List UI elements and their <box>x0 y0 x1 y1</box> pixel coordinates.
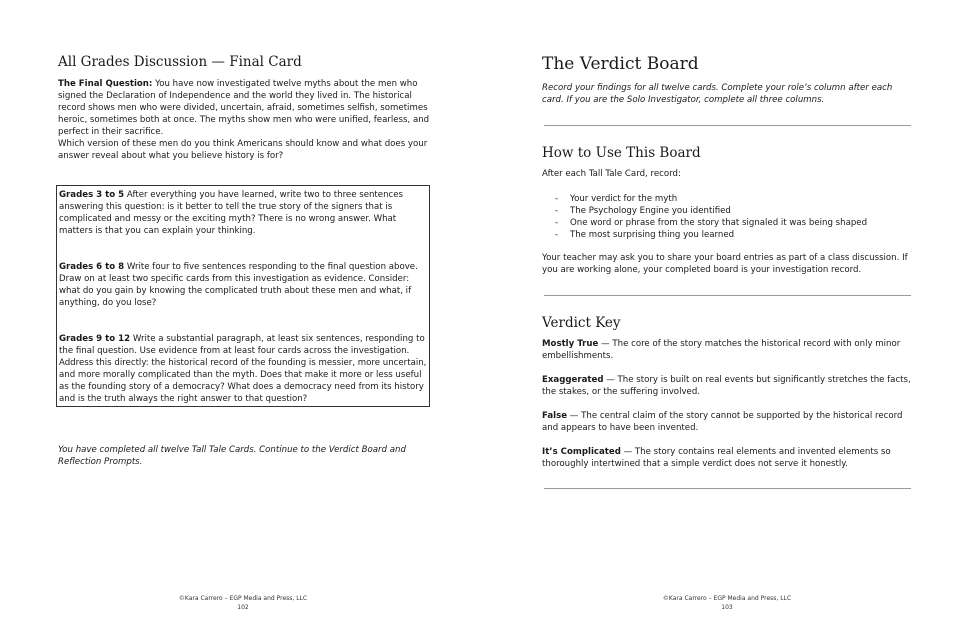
list-item: - One word or phrase from the story that signaled it was being shaped <box>555 217 867 229</box>
right-page <box>481 0 963 621</box>
verdict-entry-complicated <box>542 446 914 470</box>
verdict-term: Mostly True <box>542 339 599 349</box>
grades-box <box>56 185 430 407</box>
closing-note: You have completed all twelve Tall Tale Cards. Continue to the Verdict Board and Reflection Prompts. <box>58 445 406 467</box>
verdict-term: It’s Complicated <box>542 447 621 457</box>
final-question-text: You have now investigated twelve myths about the men who signed the Declaration of Independence and the world they lived in. The historical record shows men who were divided, uncertain, afraid, sometimes selfish, sometimes heroic, sometimes both at once. The myths show men who were unified, fearless, and perfect in their sacrifice. <box>58 79 430 137</box>
final-question-label: The Final Question: <box>58 79 153 89</box>
how-to-lead: After each Tall Tale Card, record: <box>542 169 681 179</box>
verdict-entry-mostly-true <box>542 338 914 362</box>
grade-text: Write four to five sentences responding to the final question above. Draw on at least two specific cards from this investigation as evidence. Consider: what do you gain by knowing the complicated truth about these men and what, if anything, do you lose? <box>59 262 418 308</box>
page-title: All Grades Discussion — Final Card <box>58 54 302 70</box>
record-list <box>555 193 867 241</box>
verdict-definition: — The core of the story matches the historical record with only minor embellishments. <box>542 339 901 361</box>
footer <box>143 594 343 612</box>
verdict-definition: — The central claim of the story cannot be supported by the historical record and appears to have been invented. <box>542 411 903 433</box>
grade-label: Grades 9 to 12 <box>59 334 131 344</box>
verdict-definition: — The story is built on real events but significantly stretches the facts, the stakes, or the suffering involved. <box>542 375 911 397</box>
verdict-board-intro: Record your findings for all twelve cards. Complete your role’s column after each card. If you are the Solo Investigator, complete all three columns. <box>542 83 893 105</box>
final-question-paragraph <box>58 78 430 138</box>
divider <box>544 295 911 296</box>
grade-block-3-5 <box>59 189 427 237</box>
footer-copyright: ©Kara Carrero – EGP Media and Press, LLC <box>662 595 792 602</box>
question-paragraph: Which version of these men do you think Americans should know and what does your answer reveal about what you believe history is for? <box>58 139 428 161</box>
list-item: - The most surprising thing you learned <box>555 229 867 241</box>
how-to-heading: How to Use This Board <box>542 145 701 161</box>
grade-text: After everything you have learned, write two to three sentences answering this question: is it better to tell the true story of the signers that is complicated and messy or the exciting myth? There is no wrong answer. What matters is that you can explain your thinking. <box>59 190 404 236</box>
divider <box>544 125 911 126</box>
page-number: 103 <box>721 604 733 611</box>
grade-block-9-12 <box>59 333 427 405</box>
grade-label: Grades 6 to 8 <box>59 262 125 272</box>
footer-copyright: ©Kara Carrero – EGP Media and Press, LLC <box>178 595 308 602</box>
page-number: 102 <box>237 604 249 611</box>
how-to-note: Your teacher may ask you to share your board entries as part of a class discussion. If you are working alone, your completed board is your investigation record. <box>542 253 908 275</box>
verdict-entry-false <box>542 410 914 434</box>
verdict-term: Exaggerated <box>542 375 604 385</box>
verdict-entry-exaggerated <box>542 374 914 398</box>
verdict-definition: — The story contains real elements and invented elements so thoroughly intertwined that a simple verdict does not serve it honestly. <box>542 447 891 469</box>
footer <box>627 594 827 612</box>
grade-block-6-8 <box>59 261 427 309</box>
list-item: - Your verdict for the myth <box>555 193 867 205</box>
left-page <box>0 0 481 621</box>
list-item: - The Psychology Engine you identified <box>555 205 867 217</box>
verdict-key-heading: Verdict Key <box>542 315 621 331</box>
verdict-term: False <box>542 411 568 421</box>
grade-label: Grades 3 to 5 <box>59 190 125 200</box>
divider <box>544 488 911 489</box>
verdict-board-title: The Verdict Board <box>542 54 699 74</box>
grade-text: Write a substantial paragraph, at least six sentences, responding to the final question. Use evidence from at least four cards across the investigation. Address this directly: the historical record of the founding is messier, more uncertain, and more morally complicated than the myth. Does that make it more or less useful as the founding story of a democracy? What does a democracy need from its history and is the truth always the right answer to that question? <box>59 334 427 404</box>
